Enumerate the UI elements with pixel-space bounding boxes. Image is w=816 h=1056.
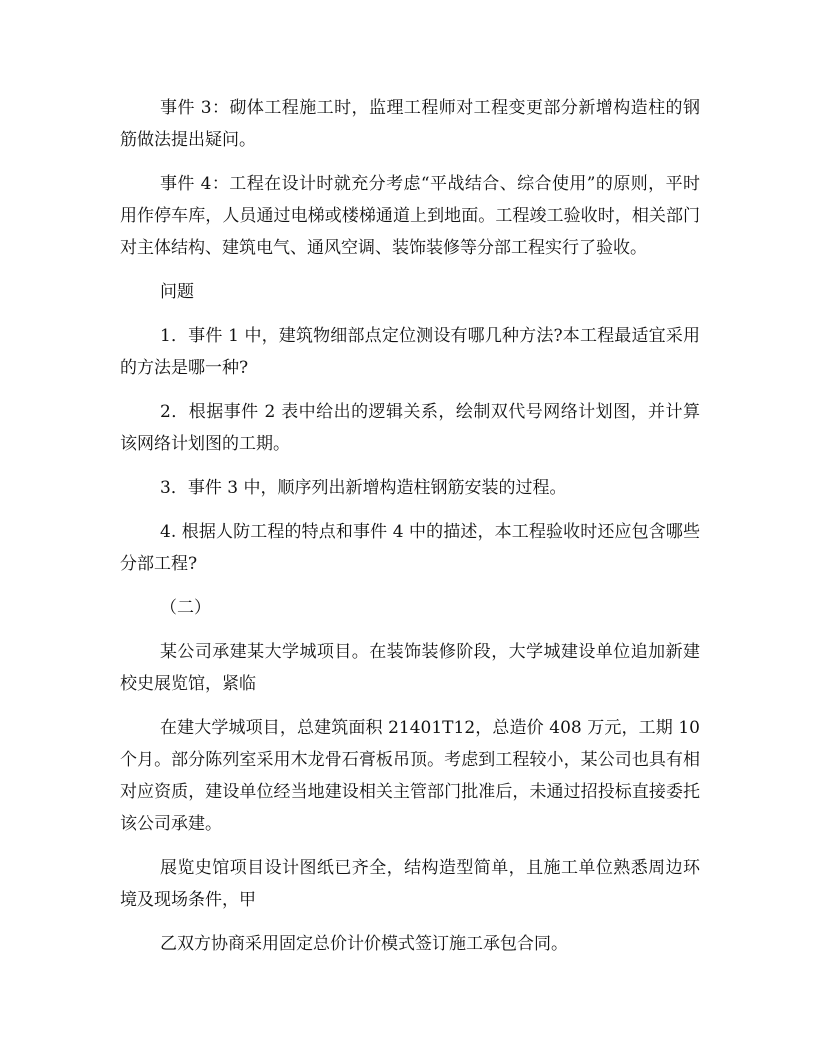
contract-paragraph: 乙双方协商采用固定总价计价模式签订施工承包合同。 xyxy=(160,934,568,954)
design-drawings-paragraph: 展览史馆项目设计图纸已齐全，结构造型简单，且施工单位熟悉周边环境及现场条件，甲 xyxy=(120,858,700,910)
document-body xyxy=(120,92,700,972)
section-heading-2: （二） xyxy=(160,598,211,618)
case-intro-paragraph: 某公司承建某大学城项目。在装饰装修阶段，大学城建设单位追加新建校史展览馆，紧临 xyxy=(120,642,700,694)
paragraph-event-4: 事件 4：工程在设计时就充分考虑“平战结合、综合使用”的原则，平时用作停车库，人员通过电梯或楼梯通道上到地面。工程竣工验收时，相关部门对主体结构、建筑电气、通风空调、装饰装修等分部工程实行了验收。 xyxy=(120,174,700,258)
paragraph-event-3: 事件 3：砌体工程施工时，监理工程师对工程变更部分新增构造柱的钢筋做法提出疑问。 xyxy=(120,98,700,150)
question-1: 1．事件 1 中，建筑物细部点定位测设有哪几种方法?本工程最适宜采用的方法是哪一种? xyxy=(120,326,700,378)
question-3: 3．事件 3 中，顺序列出新增构造柱钢筋安装的过程。 xyxy=(160,478,567,498)
questions-heading: 问题 xyxy=(160,282,194,302)
question-2: 2．根据事件 2 表中给出的逻辑关系，绘制双代号网络计划图，并计算该网络计划图的工期。 xyxy=(120,402,700,454)
question-4: 4. 根据人防工程的特点和事件 4 中的描述，本工程验收时还应包含哪些分部工程? xyxy=(120,522,700,574)
project-details-paragraph: 在建大学城项目，总建筑面积 21401T12，总造价 408 万元，工期 10 个月。部分陈列室采用木龙骨石膏板吊顶。考虑到工程较小，某公司也具有相对应资质，建设单位经当地建设相关主管部门批准后，未通过招投标直接委托该公司承建。 xyxy=(120,718,700,834)
